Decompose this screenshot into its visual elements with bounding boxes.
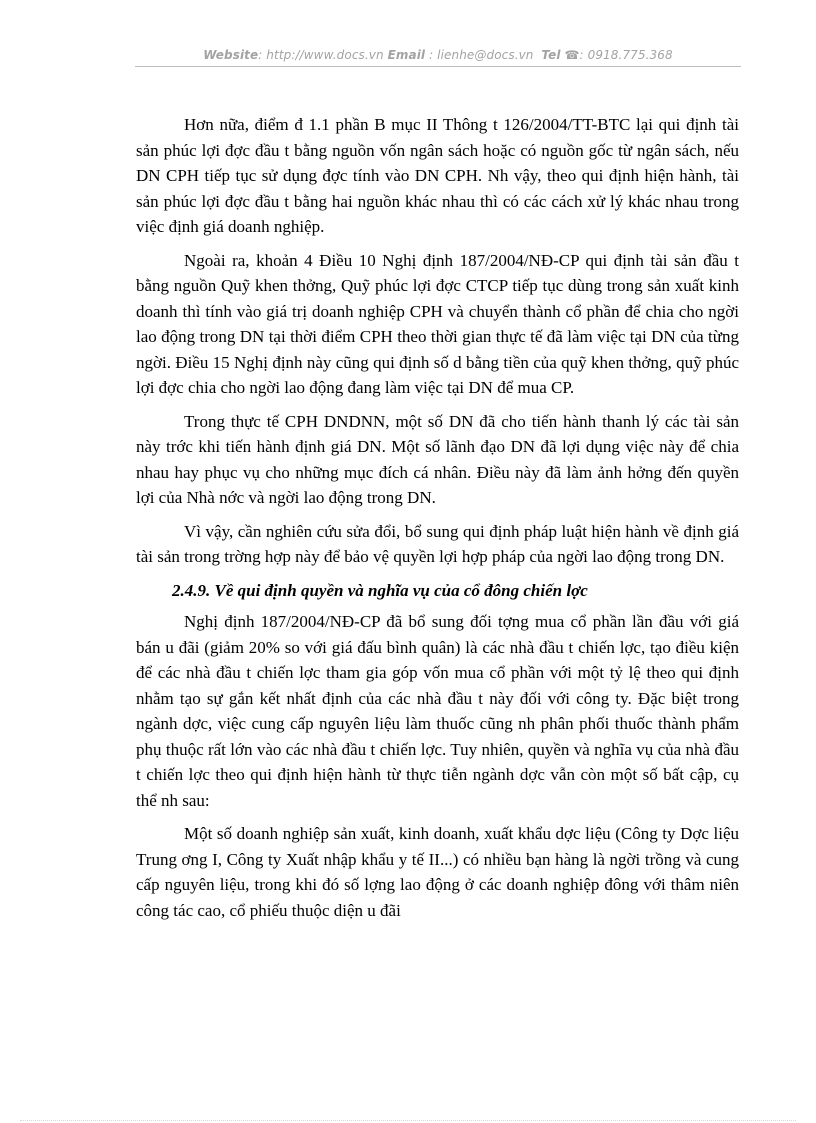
email-label: Email [387, 48, 426, 62]
page-header [135, 48, 741, 62]
document-body [136, 112, 739, 931]
paragraph-5: Nghị định 187/2004/NĐ-CP đã bổ sung đối tợng mua cổ phần lần đầu với giá bán u đãi (giảm 20% so với giá đấu bình quân) là các nhà đầu t chiến lợc, tạo điều kiện để các nhà đầu t chiến lợc tham gia góp vốn mua cổ phần với một tỷ lệ theo qui định nhằm tạo sự gắn kết nhất định của các nhà đầu t này đối với công ty. Đặc biệt trong ngành dợc, việc cung cấp nguyên liệu làm thuốc cũng nh phân phối thuốc thành phẩm phụ thuộc rất lớn vào các nhà đầu t chiến lợc. Tuy nhiên, quyền và nghĩa vụ của nhà đầu t chiến lợc theo qui định hiện hành từ thực tiễn ngành dợc vẫn còn một số bất cập, cụ thể nh sau: [136, 612, 739, 810]
paragraph-4: Vì vậy, cần nghiên cứu sửa đổi, bổ sung qui định pháp luật hiện hành về định giá tài sản trong trờng hợp này để bảo vệ quyền lợi hợp pháp của ngời lao động trong DN. [136, 521, 739, 566]
header-divider [135, 66, 741, 67]
website-label: Website [203, 48, 259, 62]
tel-value: ☎: 0918.775.368 [564, 48, 673, 62]
section-heading: 2.4.9. Về qui định quyền và nghĩa vụ của cổ đông chiến lợc [172, 580, 588, 600]
website-value[interactable]: : http://www.docs.vn [258, 48, 384, 62]
paragraph-6: Một số doanh nghiệp sản xuất, kinh doanh, xuất khẩu dợc liệu (Công ty Dợc liệu Trung ơng I, Công ty Xuất nhập khẩu y tế II...) có nhiều bạn hàng là ngời trồng và cung cấp nguyên liệu, trong khi đó số lợng lao động ở các doanh nghiệp đông với thâm niên công tác cao, cổ phiếu thuộc diện u đãi [136, 824, 739, 920]
footer-divider [20, 1120, 796, 1121]
paragraph-1: Hơn nữa, điểm đ 1.1 phần B mục II Thông t 126/2004/TT-BTC lại qui định tài sản phúc lợi đợc đầu t bằng nguồn vốn ngân sách hoặc có nguồn gốc từ ngân sách, nếu DN CPH tiếp tục sử dụng đợc tính vào DN CPH. Nh vậy, theo qui định hiện hành, tài sản phúc lợi đợc đầu t bằng hai nguồn khác nhau thì có các cách xử lý khác nhau trong việc định giá doanh nghiệp. [136, 115, 739, 236]
tel-label: Tel [541, 48, 561, 62]
email-value[interactable]: : lienhe@docs.vn [429, 48, 534, 62]
paragraph-3: Trong thực tế CPH DNDNN, một số DN đã cho tiến hành thanh lý các tài sản này trớc khi tiến hành định giá DN. Một số lãnh đạo DN đã lợi dụng việc này để chia nhau hay phục vụ cho những mục đích cá nhân. Điều này đã làm ảnh hởng đến quyền lợi của Nhà nớc và ngời lao động trong DN. [136, 411, 739, 507]
paragraph-2: Ngoài ra, khoản 4 Điều 10 Nghị định 187/2004/NĐ-CP qui định tài sản đầu t bằng nguồn Quỹ khen thởng, Quỹ phúc lợi đợc CTCP tiếp tục dùng trong sản xuất kinh doanh thì tính vào giá trị doanh nghiệp CPH và chuyển thành cổ phần để chia cho ngời lao động trong DN tại thời điểm CPH theo thời gian thực tế đã làm việc tại DN của từng ngời. Điều 15 Nghị định này cũng qui định số d bằng tiền của quỹ khen thởng, quỹ phúc lợi đợc chia cho ngời lao động đang làm việc tại DN để mua CP. [136, 250, 739, 397]
